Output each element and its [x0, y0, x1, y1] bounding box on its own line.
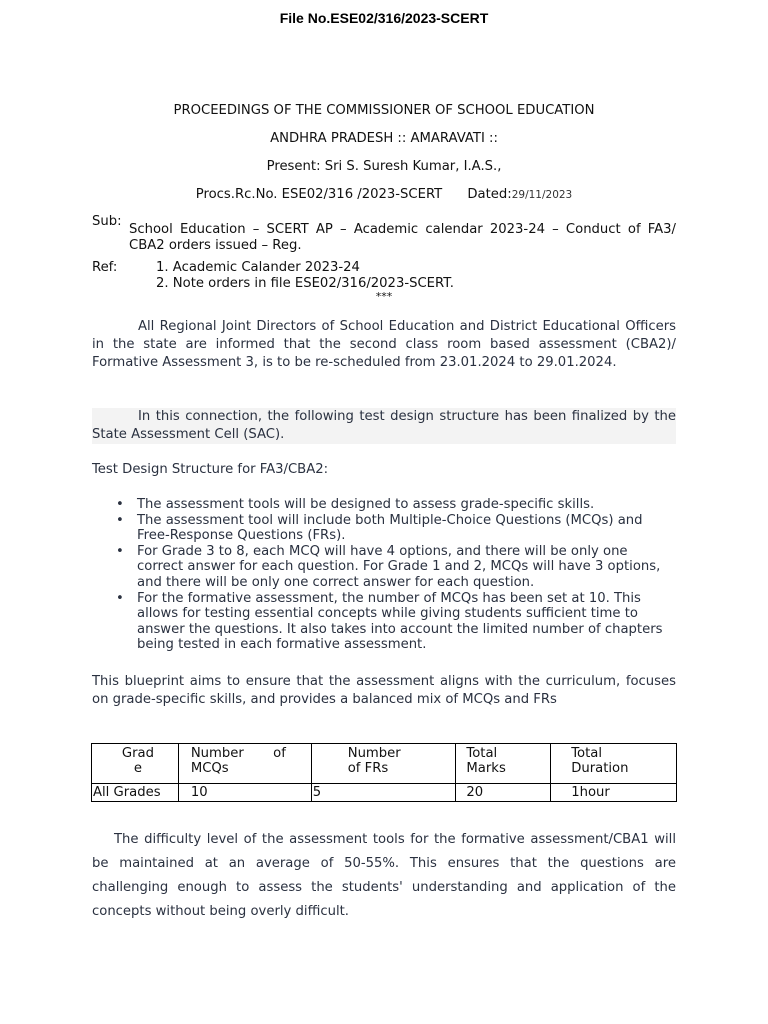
- structure-heading: Test Design Structure for FA3/CBA2:: [92, 462, 329, 477]
- subject-text: School Education – SCERT AP – Academic calendar 2023-24 – Conduct of FA3/ CBA2 orders issued – Reg.: [129, 222, 676, 253]
- state-location: ANDHRA PRADESH :: AMARAVATI ::: [270, 131, 498, 146]
- connection-paragraph: In this connection, the following test design structure has been finalized by the State Assessment Cell (SAC).: [92, 409, 676, 442]
- cell-total-marks: 20: [456, 784, 551, 802]
- header-total-marks: [456, 744, 551, 784]
- bullet-icon: •: [116, 590, 124, 606]
- table-row: [92, 784, 677, 802]
- file-number: File No.ESE02/316/2023-SCERT: [279, 10, 489, 26]
- header-line: Duration: [571, 761, 629, 776]
- subject-label: Sub:: [92, 214, 122, 229]
- bullet-text: For the formative assessment, the number of MCQs has been set at 10. This allows for testing essential concepts while giving students sufficient time to answer the questions. It also takes into account the limited number of chapters being tested in each formative assessment.: [137, 590, 663, 653]
- dated-value: 29/11/2023: [511, 189, 573, 201]
- header-line: Number: [347, 746, 401, 761]
- header-frs: [311, 744, 456, 784]
- header-line: Number of: [190, 746, 286, 761]
- list-item: [92, 591, 676, 653]
- list-item: [92, 497, 676, 513]
- header-line: Total: [466, 746, 498, 761]
- separator-stars: ***: [375, 290, 393, 303]
- header-line: Marks: [466, 761, 506, 776]
- cell-total-duration: 1hour: [551, 784, 677, 802]
- header-line: MCQs: [190, 761, 229, 776]
- bullet-text: The assessment tools will be designed to assess grade-specific skills.: [137, 497, 595, 512]
- header-line: Total: [571, 746, 602, 761]
- cell-mcqs: 10: [178, 784, 311, 802]
- bullet-text: The assessment tool will include both Multiple-Choice Questions (MCQs) and Free-Response Questions (FRs).: [137, 512, 643, 544]
- reference-item: 1. Academic Calander 2023-24: [156, 260, 360, 275]
- bullet-text: For Grade 3 to 8, each MCQ will have 4 options, and there will be only one correct answer for each question. For Grade 1 and 2, MCQs will have 3 options, and there will be only one correct answer for each question.: [137, 543, 661, 590]
- header-line: of FRs: [347, 761, 389, 776]
- intro-paragraph: All Regional Joint Directors of School Education and District Educational Officers in the state are informed that the second class room based assessment (CBA2)/ Formative Assessment 3, is to be re-scheduled from 23.01.2024 to 29.01.2024.: [92, 319, 676, 370]
- table-header-row: [92, 744, 677, 784]
- header-line: e: [133, 761, 142, 776]
- present-officer: Present: Sri S. Suresh Kumar, I.A.S.,: [266, 159, 502, 174]
- difficulty-paragraph: The difficulty level of the assessment tools for the formative assessment/CBA1 will be maintained at an average of 50-55%. This ensures that the questions are challenging enough to assess the students' understanding and application of the concepts without being overly difficult.: [92, 832, 676, 919]
- procs-line: [0, 187, 768, 202]
- list-item: [92, 544, 676, 591]
- header-grade: [92, 744, 179, 784]
- bullet-icon: •: [116, 512, 124, 528]
- header-line: Grad: [121, 746, 154, 761]
- reference-label: Ref:: [92, 260, 118, 275]
- cell-frs: 5: [311, 784, 456, 802]
- bullet-icon: •: [116, 497, 124, 512]
- test-design-table: [91, 743, 677, 802]
- header-mcqs: [178, 744, 311, 784]
- list-item: [92, 513, 676, 544]
- bullet-icon: •: [116, 543, 124, 559]
- header-total-duration: [551, 744, 677, 784]
- reference-item: 2. Note orders in file ESE02/316/2023-SCERT.: [156, 276, 454, 291]
- cell-grade: All Grades: [92, 784, 179, 802]
- dated-label: Dated:: [467, 187, 512, 202]
- design-bullet-list: [92, 497, 676, 653]
- blueprint-paragraph: This blueprint aims to ensure that the assessment aligns with the curriculum, focuses on grade-specific skills, and provides a balanced mix of MCQs and FRs: [92, 674, 676, 707]
- procs-number: Procs.Rc.No. ESE02/316 /2023-SCERT: [195, 187, 443, 202]
- proceedings-title: PROCEEDINGS OF THE COMMISSIONER OF SCHOOL EDUCATION: [173, 103, 595, 118]
- reference-list: [156, 260, 454, 292]
